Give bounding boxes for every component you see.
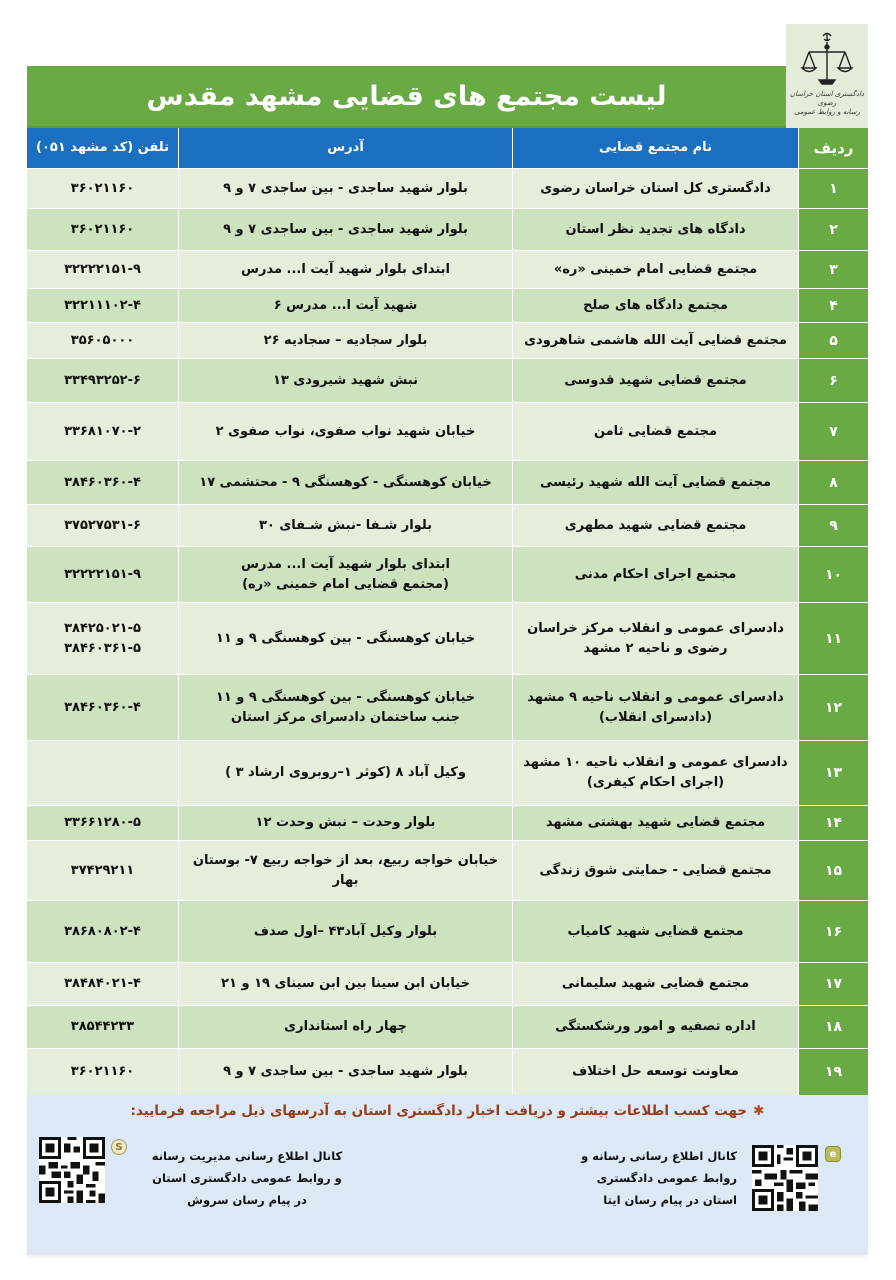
court-address-line: بلوار شهید ساجدی - بین ساجدی ۷ و ۹ bbox=[223, 221, 468, 237]
table-row bbox=[27, 741, 868, 806]
court-phone bbox=[27, 209, 178, 250]
courts-table bbox=[27, 128, 868, 1096]
court-phone-line: ۳۲۲۲۲۱۵۱-۹ bbox=[64, 566, 141, 582]
row-index: ۴ bbox=[798, 289, 868, 322]
court-name-line: مجتمع قضایی شهید قدوسی bbox=[564, 372, 747, 388]
court-address-line: بلوار شهید ساجدی - بین ساجدی ۷ و ۹ bbox=[223, 180, 468, 196]
page-title: لیست مجتمع های قضایی مشهد مقدس bbox=[146, 80, 667, 112]
court-phone-line: ۳۲۲۲۲۱۵۱-۹ bbox=[64, 261, 141, 277]
court-name-line: مجتمع اجرای احکام مدنی bbox=[574, 566, 737, 582]
court-name-line: اداره تصفیه و امور ورشکستگی bbox=[555, 1019, 756, 1034]
table-row bbox=[27, 403, 868, 461]
court-name bbox=[512, 169, 798, 208]
row-index: ۹ bbox=[798, 505, 868, 546]
court-name-line: معاونت توسعه حل اختلاف bbox=[572, 1064, 739, 1079]
header-name: نام مجتمع قضایی bbox=[512, 128, 798, 168]
table-row bbox=[27, 289, 868, 323]
court-phone-line: ۳۸۴۶۰۳۶۱-۵ bbox=[64, 640, 141, 656]
court-address bbox=[178, 289, 512, 322]
table-row bbox=[27, 603, 868, 675]
table-row bbox=[27, 806, 868, 841]
court-phone-line: ۳۶۰۲۱۱۶۰ bbox=[70, 1064, 135, 1079]
court-phone bbox=[27, 323, 178, 358]
row-index: ۱ bbox=[798, 169, 868, 208]
qr-code-icon bbox=[39, 1137, 105, 1203]
row-index: ۱۳ bbox=[798, 741, 868, 805]
row-index: ۸ bbox=[798, 461, 868, 504]
table-row bbox=[27, 323, 868, 359]
court-phone-line: ۳۸۴۶۰۳۶۰-۴ bbox=[64, 474, 141, 490]
court-name bbox=[512, 675, 798, 740]
court-address-line: خیابان ابن سینا بین ابن سینای ۱۹ و ۲۱ bbox=[221, 976, 470, 991]
court-phone-line: ۳۸۴۶۰۳۶۰-۴ bbox=[64, 699, 141, 715]
court-address bbox=[178, 359, 512, 402]
table-header-row bbox=[27, 128, 868, 169]
soroush-channel-text bbox=[147, 1145, 347, 1211]
court-name bbox=[512, 505, 798, 546]
court-phone bbox=[27, 403, 178, 460]
row-index: ۵ bbox=[798, 323, 868, 358]
court-name bbox=[512, 209, 798, 250]
court-address bbox=[178, 505, 512, 546]
table-row bbox=[27, 1006, 868, 1049]
judiciary-logo bbox=[786, 24, 868, 128]
court-name-line: مجتمع قضایی آیت الله شهید رئیسی bbox=[539, 474, 772, 490]
court-address bbox=[178, 603, 512, 674]
court-address bbox=[178, 963, 512, 1005]
court-phone bbox=[27, 806, 178, 840]
court-address-line: ابتدای بلوار شهید آیت ا... مدرس bbox=[241, 261, 450, 277]
header-index: ردیف bbox=[798, 128, 868, 168]
court-phone bbox=[27, 289, 178, 322]
row-index: ۳ bbox=[798, 251, 868, 288]
row-index: ۷ bbox=[798, 403, 868, 460]
header-phone: تلفن (کد مشهد ۰۵۱) bbox=[27, 128, 178, 168]
soroush-icon: S bbox=[111, 1139, 127, 1155]
row-index: ۱۱ bbox=[798, 603, 868, 674]
court-phone bbox=[27, 547, 178, 602]
court-name-line: مجتمع قضایی شهید سلیمانی bbox=[561, 976, 750, 991]
court-address-line: بلوار سجادیه – سجادیه ۲۶ bbox=[263, 332, 428, 348]
table-row bbox=[27, 461, 868, 505]
table-row bbox=[27, 169, 868, 209]
footer-panel bbox=[27, 1095, 868, 1255]
asterisk-icon: ✱ bbox=[753, 1103, 765, 1119]
court-address-line: بلوار وکیل آباد۴۳ –اول صدف bbox=[253, 923, 438, 939]
court-address-line: بلوار شـفا -نبش شـفای ۳۰ bbox=[258, 517, 433, 533]
eitaa-icon: e bbox=[825, 1146, 841, 1162]
court-address bbox=[178, 806, 512, 840]
court-phone bbox=[27, 1049, 178, 1095]
court-phone bbox=[27, 505, 178, 546]
court-name bbox=[512, 1006, 798, 1048]
eitaa-line-2: روابط عمومی دادگستری bbox=[596, 1171, 737, 1185]
court-name-line: دادسرای عمومی و انقلاب مرکز خراسان bbox=[527, 620, 784, 636]
soroush-qr-code[interactable] bbox=[39, 1137, 105, 1203]
court-phone bbox=[27, 741, 178, 805]
court-address-line: بلوار وحدت – نبش وحدت ۱۲ bbox=[255, 815, 436, 830]
table-row bbox=[27, 675, 868, 741]
court-phone bbox=[27, 841, 178, 900]
table-body bbox=[27, 169, 868, 1096]
court-name-line: مجتمع قضایی - حمایتی شوق زندگی bbox=[539, 862, 772, 878]
table-row bbox=[27, 251, 868, 289]
court-phone bbox=[27, 963, 178, 1005]
eitaa-line-3: استان در پیام رسان ایتا bbox=[603, 1193, 737, 1207]
court-name-line: مجتمع قضایی ثامن bbox=[593, 423, 718, 439]
court-name bbox=[512, 403, 798, 460]
court-name bbox=[512, 741, 798, 805]
court-phone-line: ۳۸۴۲۵۰۲۱-۵ bbox=[64, 620, 141, 636]
court-phone bbox=[27, 901, 178, 962]
eitaa-line-1: کانال اطلاع رسانی رسانه و bbox=[581, 1149, 737, 1163]
court-name bbox=[512, 461, 798, 504]
logo-caption-line-2: رسانه و روابط عمومی bbox=[794, 108, 860, 116]
court-phone-line: ۳۷۵۲۷۵۳۱-۶ bbox=[64, 517, 141, 533]
table-row bbox=[27, 963, 868, 1006]
court-phone-line: ۳۳۶۶۱۲۸۰-۵ bbox=[64, 815, 141, 830]
court-address bbox=[178, 1006, 512, 1048]
court-name bbox=[512, 359, 798, 402]
logo-caption bbox=[786, 90, 868, 117]
court-name bbox=[512, 251, 798, 288]
court-address-line: خیابان خواجه ربیع، بعد از خواجه ربیع ۷- بوستان بهار bbox=[192, 852, 499, 888]
court-address bbox=[178, 741, 512, 805]
court-phone-line: ۳۳۶۸۱۰۷۰-۲ bbox=[64, 423, 141, 439]
court-phone-line: ۳۶۰۲۱۱۶۰ bbox=[70, 180, 135, 196]
court-address-line: خیابان کوهسنگی - بین کوهسنگی ۹ و ۱۱ bbox=[215, 689, 476, 705]
court-phone-line: ۳۸۶۸۰۸۰۲-۴ bbox=[64, 923, 141, 939]
table-row bbox=[27, 547, 868, 603]
court-address bbox=[178, 251, 512, 288]
court-phone bbox=[27, 461, 178, 504]
court-address-line: (مجتمع قضایی امام خمینی «ره) bbox=[242, 576, 449, 592]
court-name bbox=[512, 547, 798, 602]
court-phone-line: ۳۷۴۲۹۲۱۱ bbox=[70, 862, 135, 878]
court-name-line: مجتمع قضایی آیت الله هاشمی شاهرودی bbox=[524, 332, 787, 348]
court-name bbox=[512, 603, 798, 674]
court-name-line: مجتمع قضایی شهید کامیاب bbox=[567, 923, 744, 939]
court-name-line: مجتمع قضایی شهید بهشتی مشهد bbox=[545, 815, 766, 830]
court-name bbox=[512, 1049, 798, 1095]
row-index: ۱۶ bbox=[798, 901, 868, 962]
table-row bbox=[27, 209, 868, 251]
table-row bbox=[27, 359, 868, 403]
court-address bbox=[178, 675, 512, 740]
row-index: ۱۷ bbox=[798, 963, 868, 1005]
table-row bbox=[27, 841, 868, 901]
court-name-line: دادگاه های تجدید نظر استان bbox=[565, 221, 746, 237]
court-phone bbox=[27, 1006, 178, 1048]
court-address bbox=[178, 461, 512, 504]
court-phone-line: ۳۸۵۴۴۲۳۳ bbox=[70, 1019, 135, 1034]
court-phone bbox=[27, 675, 178, 740]
table-row bbox=[27, 505, 868, 547]
footer-note bbox=[27, 1103, 868, 1119]
court-name-line: مجتمع قضایی امام خمینی «ره» bbox=[553, 261, 758, 277]
court-address-line: خیابان کوهسنگی - کوهسنگی ۹ - محتشمی ۱۷ bbox=[199, 474, 492, 490]
court-name bbox=[512, 901, 798, 962]
court-phone bbox=[27, 603, 178, 674]
court-name-line: (اجرای احکام کیفری) bbox=[586, 775, 725, 790]
header-address: آدرس bbox=[178, 128, 512, 168]
court-address bbox=[178, 169, 512, 208]
row-index: ۱۴ bbox=[798, 806, 868, 840]
court-phone-line: ۳۲۲۱۱۱۰۲-۴ bbox=[64, 297, 141, 313]
court-phone bbox=[27, 359, 178, 402]
row-index: ۱۲ bbox=[798, 675, 868, 740]
court-name-line: مجتمع دادگاه های صلح bbox=[583, 297, 728, 313]
court-phone-line: ۳۵۶۰۵۰۰۰ bbox=[70, 332, 135, 348]
table-row bbox=[27, 901, 868, 963]
court-address bbox=[178, 547, 512, 602]
court-phone-line: ۳۶۰۲۱۱۶۰ bbox=[70, 221, 135, 237]
eitaa-qr-code[interactable] bbox=[752, 1145, 818, 1211]
court-name bbox=[512, 806, 798, 840]
soroush-line-2: و روابط عمومی دادگستری استان bbox=[152, 1171, 342, 1185]
row-index: ۱۹ bbox=[798, 1049, 868, 1095]
court-address-line: وکیل آباد ۸ (کوثر ۱–روبروی ارشاد ۳ ) bbox=[225, 765, 466, 780]
court-address bbox=[178, 209, 512, 250]
court-address bbox=[178, 323, 512, 358]
row-index: ۶ bbox=[798, 359, 868, 402]
eitaa-channel-text bbox=[567, 1145, 737, 1211]
court-address-line: خیابان شهید نواب صفوی، نواب صفوی ۲ bbox=[215, 423, 476, 439]
court-name-line: دادگستری کل استان خراسان رضوی bbox=[540, 180, 771, 196]
court-address-line: بلوار شهید ساجدی - بین ساجدی ۷ و ۹ bbox=[223, 1064, 468, 1079]
court-address-line: جنب ساختمان دادسرای مرکز استان bbox=[231, 709, 460, 725]
court-address bbox=[178, 403, 512, 460]
row-index: ۲ bbox=[798, 209, 868, 250]
court-address bbox=[178, 841, 512, 900]
court-address-line: شهید آیت ا... مدرس ۶ bbox=[273, 297, 418, 313]
court-address-line: چهار راه استانداری bbox=[284, 1019, 407, 1034]
row-index: ۱۵ bbox=[798, 841, 868, 900]
row-index: ۱۰ bbox=[798, 547, 868, 602]
court-name bbox=[512, 323, 798, 358]
qr-code-icon bbox=[752, 1145, 818, 1211]
court-name bbox=[512, 841, 798, 900]
court-phone-line: ۳۸۴۸۴۰۲۱-۴ bbox=[64, 976, 141, 991]
court-address bbox=[178, 901, 512, 962]
court-name-line: (دادسرای انقلاب) bbox=[598, 709, 713, 725]
table-row bbox=[27, 1049, 868, 1096]
footer-note-text: جهت کسب اطلاعات بیشتر و دریافت اخبار دادگستری استان به آدرسهای ذیل مراجعه فرمایید: bbox=[130, 1103, 748, 1119]
court-name-line: رضوی و ناحیه ۲ مشهد bbox=[583, 640, 728, 656]
court-address-line: خیابان کوهسنگی - بین کوهسنگی ۹ و ۱۱ bbox=[215, 630, 476, 646]
soroush-line-1: کانال اطلاع رسانی مدیریت رسانه bbox=[151, 1149, 343, 1163]
logo-caption-line-1: دادگستری استان خراسان رضوی bbox=[789, 90, 865, 107]
title-bar bbox=[27, 66, 786, 128]
court-name-line: دادسرای عمومی و انقلاب ناحیه ۱۰ مشهد bbox=[523, 755, 788, 770]
court-name-line: دادسرای عمومی و انقلاب ناحیه ۹ مشهد bbox=[527, 689, 784, 705]
court-name bbox=[512, 289, 798, 322]
scales-of-justice-icon bbox=[799, 30, 855, 88]
court-phone-line: ۳۳۴۹۳۲۵۲-۶ bbox=[64, 372, 141, 388]
court-name-line: مجتمع قضایی شهید مطهری bbox=[564, 517, 747, 533]
row-index: ۱۸ bbox=[798, 1006, 868, 1048]
court-address-line: نبش شهید شیرودی ۱۳ bbox=[272, 372, 419, 388]
court-address-line: ابتدای بلوار شهید آیت ا... مدرس bbox=[241, 556, 450, 572]
court-address bbox=[178, 1049, 512, 1095]
court-phone bbox=[27, 169, 178, 208]
soroush-line-3: در پیام رسان سروش bbox=[187, 1193, 307, 1207]
court-phone bbox=[27, 251, 178, 288]
court-name bbox=[512, 963, 798, 1005]
